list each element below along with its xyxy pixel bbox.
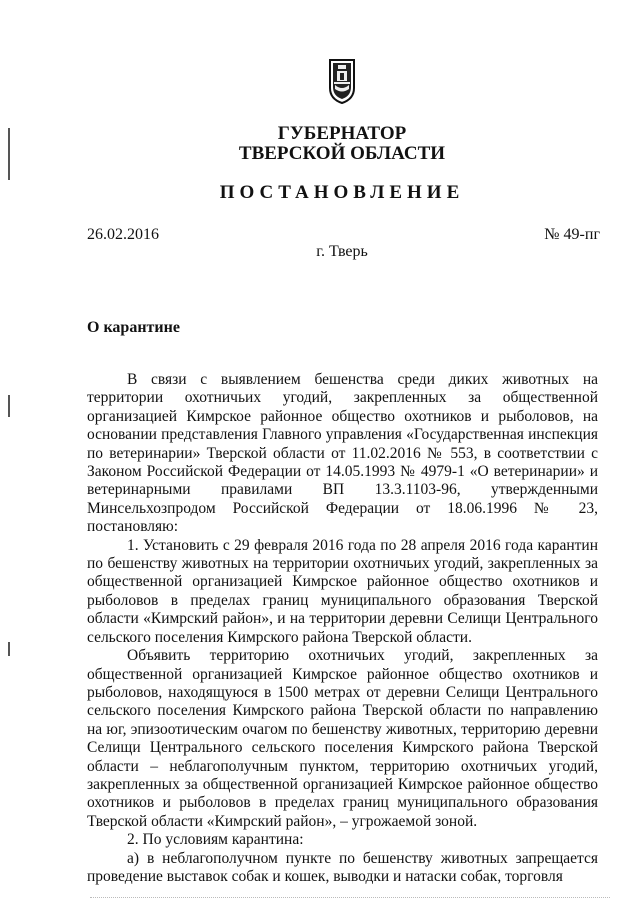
paragraph: 2. По условиям карантина: [127, 831, 304, 849]
coat-of-arms-emblem [327, 58, 357, 104]
paragraph: В связи с выявлением бешенства среди диких животных на территории охотничьих угодий, закрепленных за общественной организацией Кимрское районное общество охотников и рыболовов, на основании представления Главного управления «Государственная инспекция по ветеринарии» Тверской области от 11.02.2016 № 553, в соответствии с Законом Российской Федерации от 14.05.1993 № 4979-1 «О ветеринарии» и ветеринарными правилами ВП 13.3.1103-96, утвержденными Минсельхозпродом Российской Федерации от 18.06.1996 № 23, постановляю: [87, 371, 598, 536]
document-number: № 49-пг [544, 226, 600, 243]
issuer-region: ТВЕРСКОЙ ОБЛАСТИ [238, 143, 446, 164]
paragraph: 1. Установить с 29 февраля 2016 года по 28 апреля 2016 года карантин по бешенству животных на территории охотничьих угодий, закрепленных за общественной организацией Кимрское районное общество охотников и рыболовов в пределах границ муниципального образования Тверской области «Кимрский район», и на территории деревни Селищи Центрального сельского поселения Кимрского района Тверской области. [87, 536, 598, 646]
page-bottom-rule [90, 897, 610, 898]
paragraph: Объявить территорию охотничьих угодий, закрепленных за общественной организацией Кимрское районное общество охотников и рыболовов, находящуюся в 1500 метрах от деревни Селищи Центрального сельского поселения Кимрского района Тверской области по направлению на юг, эпизоотическим очагом по бешенству животных, территорию деревни Селищи Центрального сельского поселения Кимрского района Тверской области – неблагополучным пунктом, территорию охотничьих угодий, закрепленных за общественной организацией Кимрское районное общество охотников и рыболовов в пределах границ муниципального образования Тверской области «Кимрский район», – угрожаемой зоной. [87, 647, 598, 830]
document-body [87, 371, 598, 886]
document-type: ПОСТАНОВЛЕНИЕ [219, 182, 465, 203]
scan-margin-mark [8, 395, 10, 417]
document-city: г. Тверь [316, 243, 368, 260]
paragraph: а) в неблагополучном пункте по бешенству животных запрещается проведение выставок собак и кошек, выводки и натаски собак, торговля [87, 849, 598, 885]
scan-margin-mark [8, 642, 10, 656]
issuer-title: ГУБЕРНАТОР [277, 123, 407, 144]
document-date: 26.02.2016 [87, 226, 159, 243]
document-subject: О карантине [87, 319, 180, 336]
